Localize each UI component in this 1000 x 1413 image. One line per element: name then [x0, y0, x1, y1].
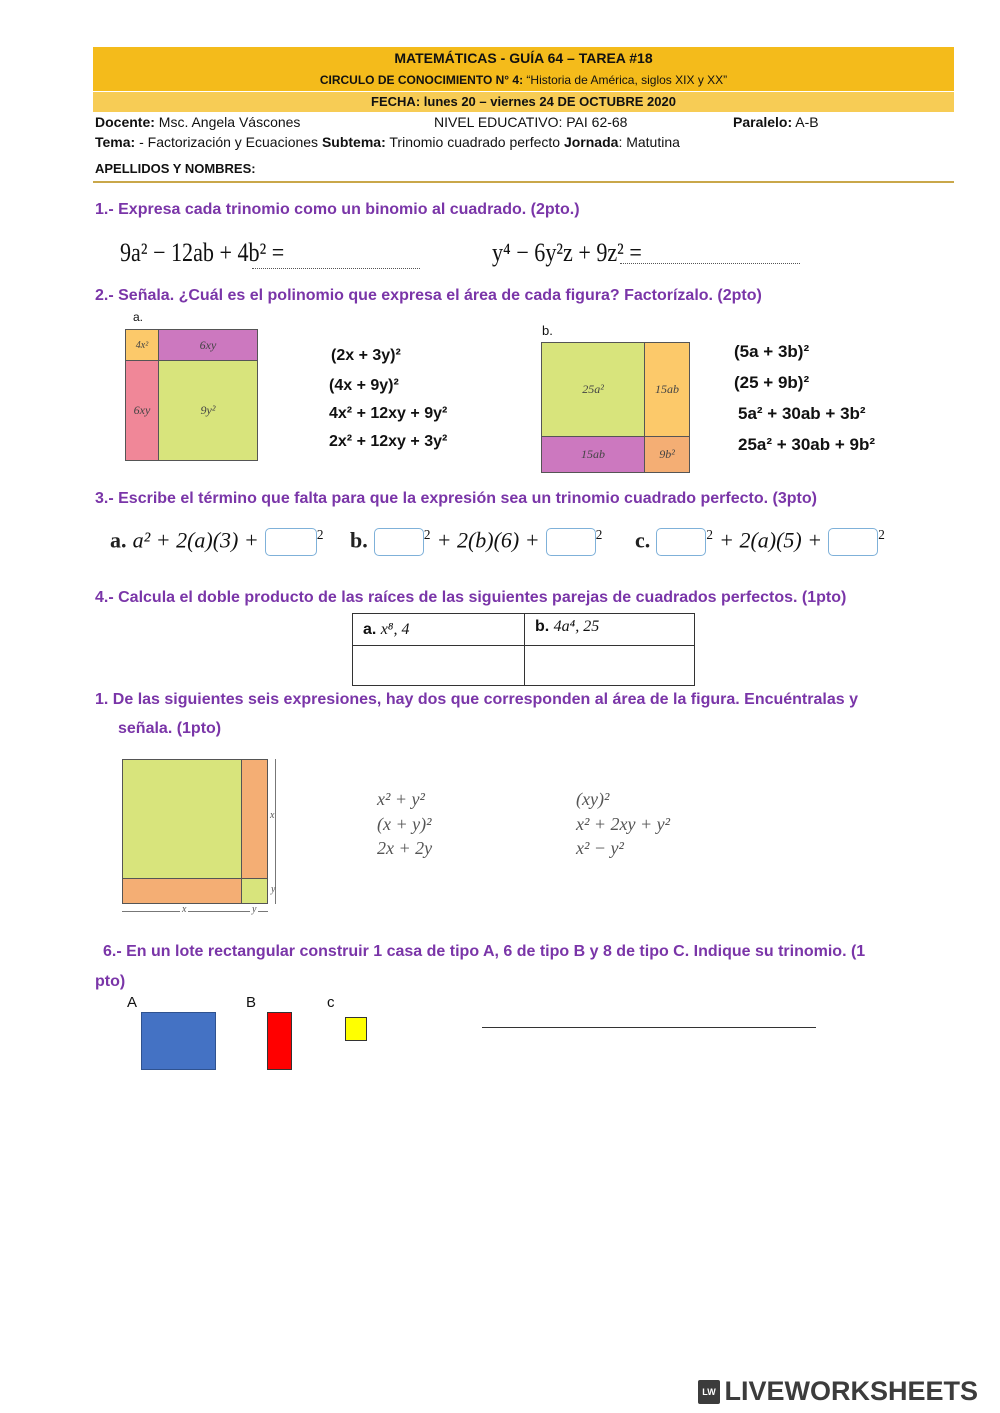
q1-answer-a[interactable] [252, 267, 420, 269]
fig-a-option-3[interactable]: 4x² + 12xy + 9y² [329, 405, 448, 422]
jornada-value: : Matutina [618, 134, 680, 150]
q3-c-label: c. [635, 527, 651, 553]
q5-bottom-strip [123, 879, 242, 903]
jornada-label: Jornada [563, 134, 619, 150]
q3-a-expr: a² + 2(a)(3) + [132, 527, 259, 553]
paralelo-row [733, 114, 819, 130]
q5-dim-vline [275, 759, 276, 904]
q4-table-vline [524, 614, 525, 685]
q3-b-sq-1: 2 [423, 527, 431, 542]
q4-a-label: a. [363, 621, 377, 638]
fig-a-tl: 4x² [126, 330, 159, 361]
q4-b-label: b. [535, 618, 550, 635]
q5-option-3[interactable]: 2x + 2y [377, 838, 433, 858]
q5-dim-y-bottom: y [252, 904, 257, 915]
q4-table [352, 613, 695, 686]
q6-label-a: A [127, 994, 138, 1011]
subtema-label: Subtema: [321, 134, 386, 150]
q3-c-input-2[interactable] [828, 528, 878, 556]
fig-b-option-2[interactable]: (25 + 9b)² [734, 373, 810, 392]
fig-a-label: a. [133, 310, 144, 324]
q3-item-a [110, 527, 323, 556]
q6-title-line1: 6.- En un lote rectangular construir 1 casa de tipo A, 6 de tipo B y 8 de tipo C. Indique su trinomio. (1 [103, 943, 866, 960]
q1-title: 1.- Expresa cada trinomio como un binomio al cuadrado. (2pto.) [95, 201, 580, 218]
q5-dim-x-bottom: x [182, 904, 187, 915]
header-title: MATEMÁTICAS - GUÍA 64 – TAREA #18 [93, 47, 954, 69]
q1-expr-a: 9a² − 12ab + 4b² = [120, 238, 285, 267]
fig-b-option-3[interactable]: 5a² + 30ab + 3b² [738, 404, 866, 423]
liveworksheets-icon: LW [698, 1380, 720, 1404]
q5-figure [122, 759, 268, 904]
fig-a-bl: 6xy [126, 361, 159, 460]
fig-b-option-1[interactable]: (5a + 3b)² [734, 342, 810, 361]
fig-b-option-4[interactable]: 25a² + 30ab + 9b² [738, 435, 876, 454]
fig-a-option-1[interactable]: (2x + 3y)² [331, 347, 401, 364]
q5-option-1[interactable]: x² + y² [377, 789, 425, 809]
q3-a-input[interactable] [265, 528, 317, 556]
q3-c-input-1[interactable] [656, 528, 706, 556]
q1-expr-b: y⁴ − 6y²z + 9z² = [492, 238, 642, 267]
q5-dim-x-right: x [270, 810, 275, 821]
docente-label: Docente: [95, 114, 155, 130]
q5-option-6[interactable]: x² − y² [576, 838, 624, 858]
docente-value: Msc. Angela Váscones [158, 114, 301, 130]
q5-dim-hline [122, 911, 268, 912]
q3-b-expr: + 2(b)(6) + [436, 527, 540, 553]
q4-a-value: x⁸, 4 [380, 621, 410, 638]
nivel-label: NIVEL EDUCATIVO: [434, 114, 563, 130]
q4-answer-a[interactable] [359, 648, 517, 682]
q3-b-sq-2: 2 [595, 527, 603, 542]
q6-label-b: B [246, 994, 257, 1011]
circle-value: “Historia de América, siglos XIX y XX” [526, 73, 728, 87]
paralelo-label: Paralelo: [733, 114, 793, 130]
q3-b-input-1[interactable] [374, 528, 424, 556]
liveworksheets-logo [698, 1376, 978, 1407]
q6-label-c: c [327, 994, 335, 1011]
q4-title: 4.- Calcula el doble producto de las raíces de las siguientes parejas de cuadrados perfectos. (1pto) [95, 589, 847, 606]
q5-dim-y-right: y [271, 884, 276, 895]
q3-c-sq-2: 2 [878, 527, 885, 542]
q5-right-strip [242, 760, 267, 879]
fig-b-square [541, 342, 690, 473]
q5-small-square [242, 879, 267, 903]
name-input[interactable] [270, 157, 950, 179]
fig-a-br: 9y² [159, 361, 257, 460]
q5-title-line2: señala. (1pto) [118, 720, 222, 737]
q1-answer-b[interactable] [620, 262, 800, 264]
fig-a-option-2[interactable]: (4x + 9y)² [329, 377, 399, 394]
fig-b-bl: 15ab [542, 437, 645, 472]
fig-b-label: b. [542, 323, 553, 338]
q6-house-c [345, 1017, 367, 1041]
fig-a-tr: 6xy [159, 330, 257, 361]
q3-title: 3.- Escribe el término que falta para que la expresión sea un trinomio cuadrado perfecto. (3pto) [95, 490, 817, 507]
tema-label: Tema: [95, 134, 136, 150]
q3-item-b [350, 527, 602, 556]
q5-option-4[interactable]: (xy)² [576, 789, 610, 809]
q5-option-5[interactable]: x² + 2xy + y² [576, 814, 671, 834]
fig-a-square [125, 329, 258, 461]
docente-row [95, 114, 300, 130]
q3-c-sq-1: 2 [706, 527, 713, 542]
q6-house-b [267, 1012, 292, 1070]
q3-c-expr: + 2(a)(5) + [719, 527, 823, 553]
header-divider [93, 181, 954, 183]
nivel-value: PAI 62-68 [566, 114, 628, 130]
header-date: FECHA: lunes 20 – viernes 24 DE OCTUBRE 2020 [93, 92, 954, 112]
nivel-row [434, 114, 627, 130]
q5-option-2[interactable]: (x + y)² [377, 814, 432, 834]
q2-title: 2.- Señala. ¿Cuál es el polinomio que expresa el área de cada figura? Factorízalo. (2pto) [95, 287, 762, 304]
fig-b-tl: 25a² [542, 343, 645, 437]
q6-answer-line[interactable] [482, 1027, 816, 1028]
q6-title-line2: pto) [95, 973, 126, 990]
q4-answer-b[interactable] [531, 648, 689, 682]
fig-b-br: 9b² [645, 437, 689, 472]
q5-title-line1: 1. De las siguientes seis expresiones, hay dos que corresponden al área de la figura. Encuéntralas y [95, 691, 858, 708]
fig-b-tr: 15ab [645, 343, 689, 437]
fig-a-option-4[interactable]: 2x² + 12xy + 3y² [329, 433, 448, 450]
q5-big-square [123, 760, 242, 879]
tema-value: - Factorización y Ecuaciones [139, 134, 319, 150]
q3-item-c [635, 527, 885, 556]
q4-b-value: 4a⁴, 25 [553, 618, 600, 635]
apellidos-label: APELLIDOS Y NOMBRES: [95, 161, 256, 176]
q6-house-a [141, 1012, 216, 1070]
q3-b-label: b. [350, 527, 368, 553]
tema-row [95, 134, 680, 150]
q3-b-input-2[interactable] [546, 528, 596, 556]
paralelo-value: A-B [795, 114, 819, 130]
q3-a-sq: 2 [316, 527, 324, 542]
liveworksheets-text: LIVEWORKSHEETS [724, 1376, 978, 1406]
subtema-value: Trinomio cuadrado perfecto [389, 134, 561, 150]
q3-a-label: a. [110, 527, 127, 553]
header-circle [93, 69, 954, 91]
q4-table-hline [353, 645, 694, 646]
q4-cell-b [535, 618, 599, 636]
circle-label: CIRCULO DE CONOCIMIENTO N° 4: [319, 73, 524, 87]
q4-cell-a [363, 621, 409, 639]
